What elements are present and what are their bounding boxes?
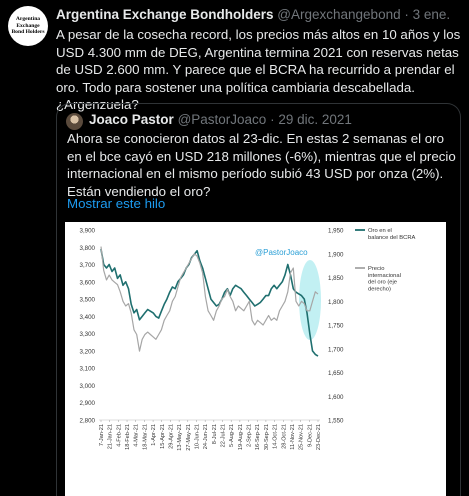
- x-tick-label: 11-Nov-21: [289, 424, 296, 450]
- avatar-text-line: Argentina: [15, 15, 41, 22]
- y-right-tick-label: 1,850: [328, 275, 344, 282]
- legend-label-bcra: Oro en el balance del BCRA: [368, 228, 416, 241]
- y-left-tick-label: 3,100: [79, 365, 95, 373]
- gold-reserves-chart: [65, 222, 446, 496]
- x-tick-label: 4-Mar-21: [133, 424, 140, 447]
- y-left-tick-label: 3,200: [79, 348, 95, 356]
- quote-author-handle: @PastorJoaco: [177, 112, 267, 127]
- y-left-tick-label: 3,500: [79, 296, 95, 304]
- quote-date: 29 dic. 2021: [278, 112, 352, 127]
- tweet-header: [56, 7, 450, 22]
- y-left-tick-label: 2,900: [79, 400, 95, 408]
- y-right-tick-label: 1,900: [328, 251, 344, 259]
- x-tick-label: 9-Dec-21: [307, 424, 314, 448]
- y-right-tick-label: 1,750: [328, 322, 344, 330]
- x-tick-label: 5-Aug-21: [229, 424, 236, 448]
- y-left-tick-label: 3,700: [79, 262, 95, 270]
- author-handle[interactable]: @Argexchangebond: [277, 7, 401, 22]
- y-right-tick-label: 1,600: [328, 393, 344, 401]
- author-avatar[interactable]: [8, 6, 48, 46]
- x-tick-label: 8-Jul-21: [211, 424, 218, 445]
- x-tick-label: 22-Jul-21: [220, 424, 227, 448]
- y-right-tick-label: 1,650: [328, 370, 344, 377]
- x-tick-label: 25-Nov-21: [298, 424, 305, 451]
- x-tick-label: 23-Dec-21: [316, 424, 322, 451]
- x-tick-label: 19-Aug-21: [237, 424, 244, 451]
- x-tick-label: 10-Jun-21: [194, 424, 201, 450]
- avatar-text-line: Exchange: [16, 22, 40, 29]
- highlight-marker: [299, 260, 321, 340]
- series-line-price: [101, 247, 318, 352]
- header-separator: ·: [404, 7, 409, 22]
- quoted-tweet[interactable]: [56, 103, 461, 496]
- show-thread-link[interactable]: Mostrar este hilo: [67, 196, 166, 211]
- x-tick-label: 21-Jan-21: [107, 424, 114, 450]
- x-tick-label: 15-Apr-21: [159, 424, 166, 449]
- x-tick-label: 13-May-21: [177, 424, 184, 451]
- y-left-tick-label: 3,900: [79, 227, 95, 235]
- x-tick-label: 18-Mar-21: [142, 424, 149, 450]
- x-tick-label: 30-Sep-21: [263, 424, 270, 451]
- y-left-tick-label: 3,600: [79, 279, 95, 287]
- author-name[interactable]: Argentina Exchange Bondholders: [56, 7, 274, 22]
- y-right-tick-label: 1,700: [328, 346, 344, 354]
- x-tick-label: 28-Oct-21: [281, 424, 288, 449]
- legend-label-price: Precio internacional del oro (eje derecho): [368, 266, 401, 293]
- y-left-tick-label: 3,000: [79, 382, 95, 390]
- x-tick-label: 14-Oct-21: [272, 424, 279, 449]
- x-tick-label: 24-Jun-21: [203, 424, 210, 450]
- avatar-text-line: Bond Holders: [11, 29, 45, 36]
- y-right-tick-label: 1,950: [328, 227, 344, 235]
- x-tick-label: 27-May-21: [185, 424, 192, 451]
- tweet-text: A pesar de la cosecha record, los precios más altos en 10 años y los USD 4.300 mm de DEG, Argentina termina 2021 con reservas netas de USD 2.600 mm. Y parece que el BCRA ha recurrido a prendar el oro. Todo para sostener una política cambiaria descabellada. ¿Argenzuela?: [56, 27, 461, 113]
- y-right-tick-label: 1,800: [328, 298, 344, 306]
- x-tick-label: 1-Apr-21: [151, 424, 158, 446]
- series-line-bcra: [101, 249, 318, 356]
- x-tick-label: 16-Sep-21: [255, 424, 262, 451]
- chart-image[interactable]: [65, 222, 446, 496]
- x-tick-label: 2-Sep-21: [246, 424, 253, 448]
- chart-watermark: @PastorJoaco: [255, 248, 308, 257]
- quote-header-separator: ·: [270, 112, 275, 127]
- x-tick-label: 4-Feb-21: [116, 424, 123, 447]
- y-left-tick-label: 2,800: [79, 417, 95, 425]
- quote-author-name: Joaco Pastor: [89, 112, 174, 127]
- y-left-tick-label: 3,300: [79, 331, 95, 339]
- y-left-tick-label: 3,400: [79, 313, 95, 321]
- y-right-tick-label: 1,550: [328, 417, 344, 425]
- x-tick-label: 7-Jan-21: [99, 424, 105, 447]
- tweet-date[interactable]: 3 ene.: [412, 7, 451, 22]
- x-tick-label: 18-Feb-21: [125, 424, 132, 450]
- y-left-tick-label: 3,800: [79, 244, 95, 252]
- quote-author-avatar[interactable]: [66, 113, 83, 130]
- x-tick-label: 29-Apr-21: [168, 424, 175, 449]
- quote-text: Ahora se conocieron datos al 23-dic. En estas 2 semanas el oro en el bce cayó en USD 218 millones (-6%), mientras que el precio internacional en el mismo período subió 43 USD por onza (2%). Están vendiendo el oro?: [67, 131, 456, 199]
- quote-header: [89, 112, 352, 127]
